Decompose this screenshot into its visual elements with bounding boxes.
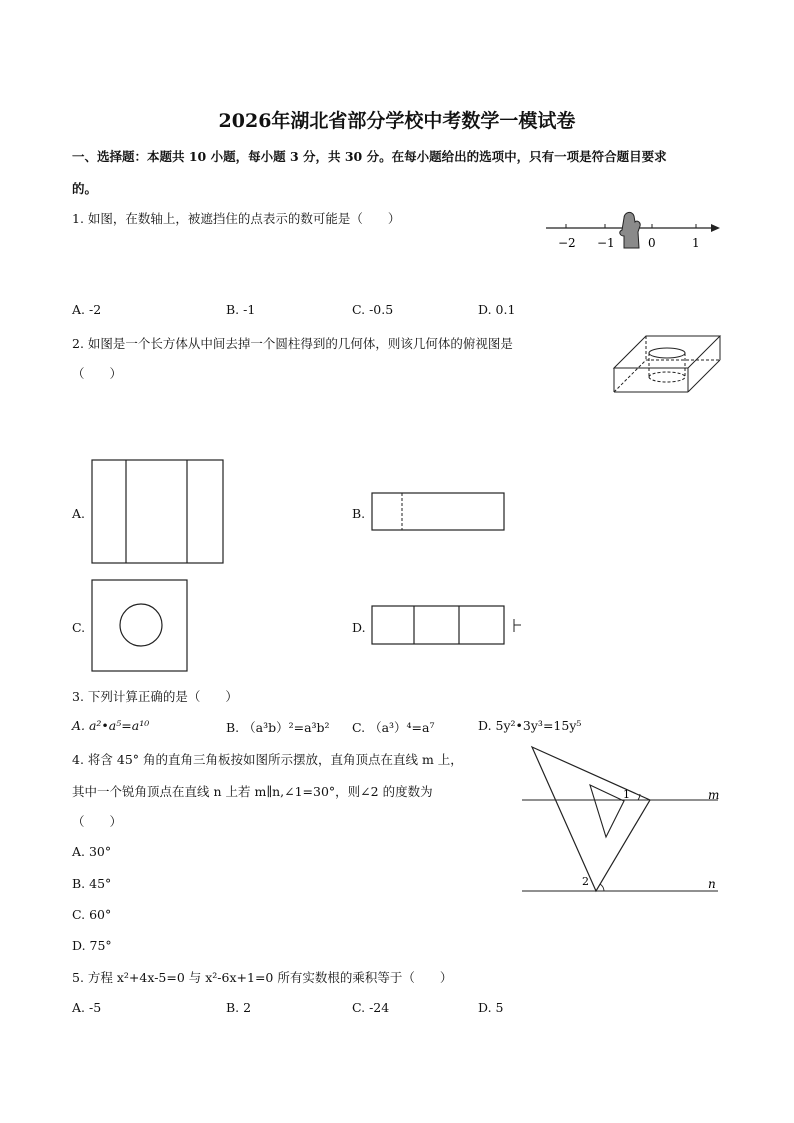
q3-option-c[interactable]: C. （a³）⁴=a⁷	[352, 720, 435, 735]
page-title: 2026年湖北省部分学校中考数学一模试卷	[218, 110, 576, 132]
q2-option-d-figure[interactable]	[371, 605, 523, 647]
q5-option-d[interactable]: D. 5	[478, 1000, 504, 1015]
section-header-line1: 一、选择题：本题共 10 小题，每小题 3 分，共 30 分。在每小题给出的选项中，只有一项是符合题目要求	[72, 149, 667, 164]
q4-option-c[interactable]: C. 60°	[72, 907, 112, 922]
q1-option-a[interactable]: A. -2	[72, 302, 102, 317]
tick-label-1: 1	[692, 236, 700, 250]
angle-2-label: 2	[582, 875, 589, 888]
q5-option-b[interactable]: B. 2	[226, 1000, 252, 1015]
q5-stem: 5. 方程 x²+4x-5=0 与 x²-6x+1=0 所有实数根的乘积等于（ ）	[72, 970, 453, 985]
line-n-label: n	[708, 877, 716, 891]
q2-stem: 2. 如图是一个长方体从中间去掉一个圆柱得到的几何体，则该几何体的俯视图是	[72, 336, 513, 351]
q2-solid-figure	[612, 334, 724, 396]
q2-stem-cont: （ ）	[72, 366, 123, 381]
q1-option-b[interactable]: B. -1	[226, 302, 256, 317]
q4-option-a[interactable]: A. 30°	[72, 844, 112, 859]
tick-label-0: 0	[648, 236, 656, 250]
q4-option-b[interactable]: B. 45°	[72, 876, 112, 891]
q3-stem: 3. 下列计算正确的是（ ）	[72, 689, 238, 704]
q1-stem: 1. 如图，在数轴上，被遮挡住的点表示的数可能是（ ）	[72, 211, 401, 226]
q5-option-c[interactable]: C. -24	[352, 1000, 390, 1015]
q2-option-a-figure[interactable]	[91, 459, 225, 565]
q2-option-b-label[interactable]: B.	[352, 506, 366, 521]
q2-option-b-figure[interactable]	[371, 492, 506, 532]
q2-option-a-label[interactable]: A.	[72, 506, 86, 521]
q2-option-c-figure[interactable]	[91, 579, 189, 673]
q1-number-line-figure	[540, 208, 725, 258]
q1-option-d[interactable]: D. 0.1	[478, 302, 516, 317]
tick-label-neg1: −1	[597, 236, 615, 250]
q3-option-b[interactable]: B. （a³b）²=a³b²	[226, 720, 330, 735]
q4-triangle-figure	[522, 745, 722, 895]
q4-stem-line2: 其中一个锐角顶点在直线 n 上若 m∥n,∠1=30°，则∠2 的度数为	[72, 784, 433, 799]
q4-option-d[interactable]: D. 75°	[72, 938, 112, 953]
q3-option-d[interactable]: D. 5y²•3y³=15y⁵	[478, 718, 582, 733]
q1-option-c[interactable]: C. -0.5	[352, 302, 394, 317]
q2-option-d-label[interactable]: D.	[352, 620, 366, 635]
q3-option-a[interactable]: A. a²•a⁵=a¹⁰	[72, 718, 150, 733]
q5-option-a[interactable]: A. -5	[72, 1000, 102, 1015]
q4-stem-line3: （ ）	[72, 814, 123, 829]
tick-label-neg2: −2	[558, 236, 576, 250]
section-header-line2: 的。	[72, 181, 98, 196]
q2-option-c-label[interactable]: C.	[72, 620, 86, 635]
line-m-label: m	[708, 788, 720, 802]
angle-1-label: 1	[623, 788, 630, 801]
q4-stem-line1: 4. 将含 45° 角的直角三角板按如图所示摆放，直角顶点在直线 m 上，	[72, 752, 463, 767]
